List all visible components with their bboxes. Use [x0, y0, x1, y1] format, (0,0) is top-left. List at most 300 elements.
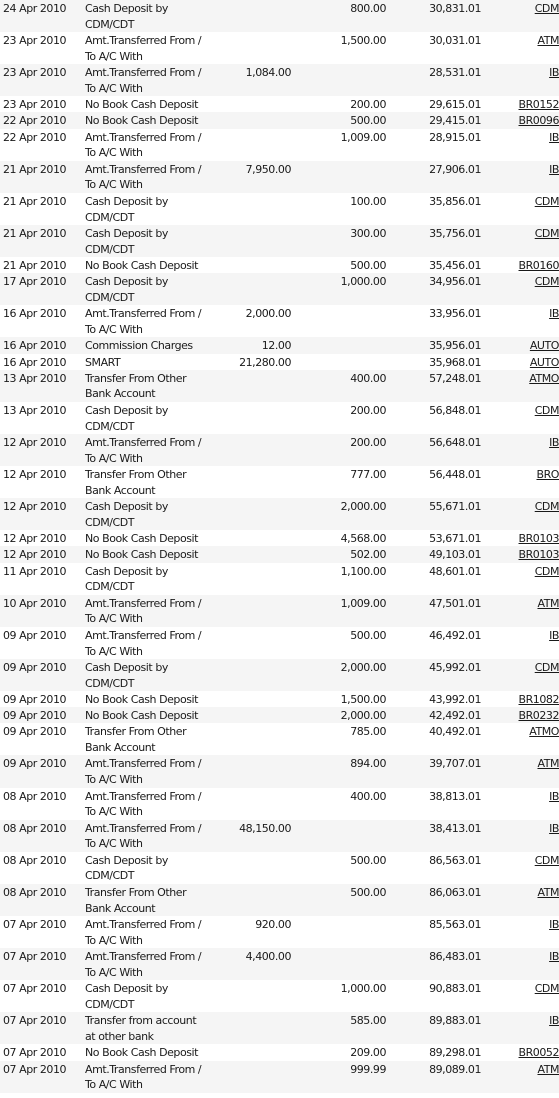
deposit-cell: 1,500.00	[340, 693, 386, 706]
balance-cell: 48,601.01	[429, 564, 481, 578]
description-line: Cash Deposit by	[85, 853, 168, 867]
description-cell	[85, 435, 203, 466]
description-cell	[85, 1, 203, 32]
description-line: CDM/CDT	[85, 515, 135, 529]
description-line: No Book Cash Deposit	[85, 1046, 198, 1060]
description-cell	[85, 130, 203, 161]
channel-link[interactable]: ATM	[537, 885, 559, 899]
description-line: To A/C With	[85, 323, 143, 337]
balance-cell: 27,906.01	[429, 162, 481, 176]
description-cell	[85, 1062, 203, 1093]
description-line: To A/C With	[85, 644, 143, 658]
channel-link[interactable]: CDM	[534, 564, 559, 578]
channel-link[interactable]: BR1082	[518, 693, 559, 706]
table-row	[0, 723, 559, 755]
date-cell: 09 Apr 2010	[3, 757, 67, 771]
channel-link[interactable]: IB	[549, 917, 559, 931]
date-cell: 16 Apr 2010	[3, 307, 67, 321]
description-line: Amt.Transferred From /	[85, 1062, 202, 1076]
deposit-cell: 200.00	[350, 435, 386, 449]
table-row	[0, 305, 559, 337]
date-cell: 10 Apr 2010	[3, 596, 67, 610]
date-cell: 12 Apr 2010	[3, 435, 67, 449]
description-cell	[85, 338, 203, 354]
deposit-cell: 2,000.00	[340, 660, 386, 674]
table-row	[0, 595, 559, 627]
description-line: CDM/CDT	[85, 17, 135, 31]
description-line: Amt.Transferred From /	[85, 162, 202, 176]
table-row	[0, 1044, 559, 1060]
description-line: Amt.Transferred From /	[85, 628, 202, 642]
date-cell: 07 Apr 2010	[3, 1046, 67, 1060]
date-cell: 21 Apr 2010	[3, 259, 67, 273]
description-line: Transfer From Other	[85, 725, 187, 739]
channel-link[interactable]: BR0160	[518, 259, 559, 273]
channel-link[interactable]: BR0052	[518, 1046, 559, 1060]
channel-link[interactable]: ATMO	[529, 371, 559, 385]
table-row	[0, 788, 559, 820]
date-cell: 21 Apr 2010	[3, 162, 67, 176]
balance-cell: 85,563.01	[429, 917, 481, 931]
channel-link[interactable]: IB	[549, 628, 559, 642]
description-line: Amt.Transferred From /	[85, 950, 202, 964]
table-row	[0, 273, 559, 305]
description-cell	[85, 885, 203, 916]
date-cell: 21 Apr 2010	[3, 226, 67, 240]
table-row	[0, 466, 559, 498]
table-row	[0, 691, 559, 707]
description-line: To A/C With	[85, 805, 143, 819]
description-line: To A/C With	[85, 1078, 143, 1092]
description-line: Cash Deposit by	[85, 500, 168, 514]
deposit-cell: 300.00	[350, 226, 386, 240]
deposit-cell: 585.00	[350, 1014, 386, 1028]
deposit-cell: 2,000.00	[340, 500, 386, 514]
table-row	[0, 563, 559, 595]
balance-cell: 35,456.01	[429, 259, 481, 273]
table-row	[0, 257, 559, 273]
description-line: To A/C With	[85, 49, 143, 63]
description-line: CDM/CDT	[85, 580, 135, 594]
description-cell	[85, 194, 203, 225]
description-line: No Book Cash Deposit	[85, 709, 198, 723]
channel-link[interactable]: IB	[549, 162, 559, 176]
description-line: Cash Deposit by	[85, 982, 168, 996]
deposit-cell: 500.00	[350, 114, 386, 128]
description-line: To A/C With	[85, 612, 143, 626]
table-row	[0, 434, 559, 466]
channel-link[interactable]: BR0103	[518, 532, 559, 546]
description-line: CDM/CDT	[85, 997, 135, 1011]
table-row	[0, 916, 559, 948]
date-cell: 17 Apr 2010	[3, 275, 67, 289]
description-line: at other bank	[85, 1029, 154, 1043]
description-cell	[85, 724, 203, 755]
withdrawal-cell: 4,400.00	[245, 950, 291, 964]
balance-cell: 56,648.01	[429, 435, 481, 449]
channel-link[interactable]: CDM	[534, 226, 559, 240]
table-row	[0, 707, 559, 723]
channel-link[interactable]: IB	[549, 950, 559, 964]
balance-cell: 39,707.01	[429, 757, 481, 771]
deposit-cell: 100.00	[350, 194, 386, 208]
description-line: Amt.Transferred From /	[85, 307, 202, 321]
deposit-cell: 999.99	[350, 1062, 386, 1076]
withdrawal-cell: 920.00	[255, 917, 291, 931]
channel-link[interactable]: IB	[549, 435, 559, 449]
description-cell	[85, 949, 203, 980]
withdrawal-cell: 48,150.00	[239, 821, 291, 835]
description-line: To A/C With	[85, 451, 143, 465]
description-line: To A/C With	[85, 837, 143, 851]
table-row	[0, 546, 559, 562]
balance-cell: 38,413.01	[429, 821, 481, 835]
date-cell: 09 Apr 2010	[3, 693, 67, 706]
balance-cell: 33,956.01	[429, 307, 481, 321]
channel-link[interactable]: IB	[549, 66, 559, 80]
channel-link[interactable]: AUTO	[529, 339, 559, 353]
balance-cell: 35,956.01	[429, 339, 481, 353]
description-cell	[85, 1045, 203, 1061]
date-cell: 07 Apr 2010	[3, 1014, 67, 1028]
channel-link[interactable]: BRO	[536, 468, 559, 482]
table-row	[0, 96, 559, 112]
table-row	[0, 852, 559, 884]
balance-cell: 46,492.01	[429, 628, 481, 642]
deposit-cell: 1,000.00	[340, 275, 386, 289]
channel-link[interactable]: CDM	[534, 194, 559, 208]
table-row	[0, 820, 559, 852]
description-line: CDM/CDT	[85, 210, 135, 224]
date-cell: 12 Apr 2010	[3, 532, 67, 546]
table-row	[0, 225, 559, 257]
description-line: Cash Deposit by	[85, 194, 168, 208]
description-line: To A/C With	[85, 146, 143, 160]
description-cell	[85, 756, 203, 787]
description-cell	[85, 853, 203, 884]
deposit-cell: 400.00	[350, 371, 386, 385]
deposit-cell: 777.00	[350, 468, 386, 482]
table-row	[0, 370, 559, 402]
description-cell	[85, 596, 203, 627]
description-cell	[85, 499, 203, 530]
deposit-cell: 1,000.00	[340, 982, 386, 996]
description-line: To A/C With	[85, 178, 143, 192]
channel-link[interactable]: ATM	[537, 1062, 559, 1076]
description-cell	[85, 226, 203, 257]
date-cell: 12 Apr 2010	[3, 500, 67, 514]
table-row	[0, 161, 559, 193]
description-cell	[85, 113, 203, 129]
deposit-cell: 400.00	[350, 789, 386, 803]
description-cell	[85, 692, 203, 708]
channel-link[interactable]: IB	[549, 789, 559, 803]
description-line: To A/C With	[85, 965, 143, 979]
date-cell: 16 Apr 2010	[3, 355, 67, 369]
balance-cell: 55,671.01	[429, 500, 481, 514]
date-cell: 11 Apr 2010	[3, 564, 67, 578]
balance-cell: 57,248.01	[429, 371, 481, 385]
withdrawal-cell: 1,084.00	[245, 66, 291, 80]
table-row	[0, 112, 559, 128]
table-row	[0, 627, 559, 659]
channel-link[interactable]: IB	[549, 130, 559, 144]
description-cell	[85, 821, 203, 852]
deposit-cell: 1,100.00	[340, 564, 386, 578]
table-row	[0, 980, 559, 1012]
table-row	[0, 32, 559, 64]
deposit-cell: 500.00	[350, 628, 386, 642]
channel-link[interactable]: AUTO	[529, 355, 559, 369]
balance-cell: 42,492.01	[429, 709, 481, 723]
table-row	[0, 64, 559, 96]
balance-cell: 90,883.01	[429, 982, 481, 996]
deposit-cell: 800.00	[350, 2, 386, 15]
date-cell: 09 Apr 2010	[3, 709, 67, 723]
date-cell: 08 Apr 2010	[3, 789, 67, 803]
description-cell	[85, 355, 203, 371]
description-cell	[85, 403, 203, 434]
balance-cell: 30,831.01	[429, 2, 481, 15]
table-row	[0, 0, 559, 32]
channel-link[interactable]: IB	[549, 1014, 559, 1028]
description-line: No Book Cash Deposit	[85, 693, 198, 706]
date-cell: 07 Apr 2010	[3, 1062, 67, 1076]
deposit-cell: 209.00	[350, 1046, 386, 1060]
description-line: Transfer from account	[85, 1014, 197, 1028]
description-cell	[85, 65, 203, 96]
deposit-cell: 500.00	[350, 885, 386, 899]
description-line: Amt.Transferred From /	[85, 66, 202, 80]
withdrawal-cell: 21,280.00	[239, 355, 291, 369]
description-line: Bank Account	[85, 901, 156, 915]
date-cell: 12 Apr 2010	[3, 468, 67, 482]
table-row	[0, 1061, 559, 1093]
channel-link[interactable]: CDM	[534, 660, 559, 674]
table-row	[0, 402, 559, 434]
table-row	[0, 354, 559, 370]
description-cell	[85, 162, 203, 193]
description-cell	[85, 564, 203, 595]
balance-cell: 29,415.01	[429, 114, 481, 128]
description-cell	[85, 708, 203, 724]
date-cell: 21 Apr 2010	[3, 194, 67, 208]
deposit-cell: 200.00	[350, 403, 386, 417]
balance-cell: 34,956.01	[429, 275, 481, 289]
date-cell: 07 Apr 2010	[3, 917, 67, 931]
channel-link[interactable]: CDM	[534, 275, 559, 289]
description-line: No Book Cash Deposit	[85, 98, 198, 112]
description-line: Amt.Transferred From /	[85, 789, 202, 803]
description-line: Amt.Transferred From /	[85, 34, 202, 48]
channel-link[interactable]: BR0096	[518, 114, 559, 128]
channel-link[interactable]: CDM	[534, 2, 559, 15]
description-line: Cash Deposit by	[85, 564, 168, 578]
deposit-cell: 4,568.00	[340, 532, 386, 546]
description-line: To A/C With	[85, 933, 143, 947]
description-line: CDM/CDT	[85, 869, 135, 883]
channel-link[interactable]: ATMO	[529, 725, 559, 739]
date-cell: 13 Apr 2010	[3, 371, 67, 385]
description-line: Cash Deposit by	[85, 403, 168, 417]
description-line: Amt.Transferred From /	[85, 917, 202, 931]
withdrawal-cell: 2,000.00	[245, 307, 291, 321]
table-row	[0, 659, 559, 691]
description-line: Bank Account	[85, 483, 156, 497]
table-row	[0, 948, 559, 980]
table-row	[0, 498, 559, 530]
channel-link[interactable]: CDM	[534, 853, 559, 867]
description-line: Bank Account	[85, 387, 156, 401]
description-line: Transfer From Other	[85, 885, 187, 899]
balance-cell: 29,615.01	[429, 98, 481, 112]
description-line: CDM/CDT	[85, 290, 135, 304]
description-cell	[85, 1013, 203, 1044]
description-cell	[85, 660, 203, 691]
date-cell: 13 Apr 2010	[3, 403, 67, 417]
table-row	[0, 530, 559, 546]
balance-cell: 28,531.01	[429, 66, 481, 80]
table-row	[0, 193, 559, 225]
date-cell: 09 Apr 2010	[3, 725, 67, 739]
balance-cell: 38,813.01	[429, 789, 481, 803]
date-cell: 08 Apr 2010	[3, 885, 67, 899]
description-line: CDM/CDT	[85, 242, 135, 256]
balance-cell: 56,448.01	[429, 468, 481, 482]
deposit-cell: 1,009.00	[340, 130, 386, 144]
channel-link[interactable]: ATM	[537, 757, 559, 771]
date-cell: 09 Apr 2010	[3, 660, 67, 674]
description-cell	[85, 274, 203, 305]
date-cell: 22 Apr 2010	[3, 114, 67, 128]
description-cell	[85, 258, 203, 274]
balance-cell: 89,298.01	[429, 1046, 481, 1060]
date-cell: 09 Apr 2010	[3, 628, 67, 642]
channel-link[interactable]: ATM	[537, 34, 559, 48]
description-line: To A/C With	[85, 773, 143, 787]
deposit-cell: 500.00	[350, 853, 386, 867]
date-cell: 24 Apr 2010	[3, 2, 67, 15]
date-cell: 23 Apr 2010	[3, 98, 67, 112]
description-line: No Book Cash Deposit	[85, 548, 198, 562]
date-cell: 08 Apr 2010	[3, 853, 67, 867]
description-cell	[85, 97, 203, 113]
balance-cell: 86,563.01	[429, 853, 481, 867]
balance-cell: 35,856.01	[429, 194, 481, 208]
balance-cell: 30,031.01	[429, 34, 481, 48]
balance-cell: 53,671.01	[429, 532, 481, 546]
description-line: Cash Deposit by	[85, 660, 168, 674]
description-line: CDM/CDT	[85, 676, 135, 690]
description-line: Cash Deposit by	[85, 226, 168, 240]
description-line: To A/C With	[85, 81, 143, 95]
date-cell: 12 Apr 2010	[3, 548, 67, 562]
description-cell	[85, 917, 203, 948]
description-line: Transfer From Other	[85, 371, 187, 385]
channel-link[interactable]: ATM	[537, 596, 559, 610]
channel-link[interactable]: CDM	[534, 982, 559, 996]
deposit-cell: 894.00	[350, 757, 386, 771]
balance-cell: 86,063.01	[429, 885, 481, 899]
balance-cell: 56,848.01	[429, 403, 481, 417]
balance-cell: 35,968.01	[429, 355, 481, 369]
date-cell: 08 Apr 2010	[3, 821, 67, 835]
balance-cell: 47,501.01	[429, 596, 481, 610]
deposit-cell: 785.00	[350, 725, 386, 739]
balance-cell: 89,883.01	[429, 1014, 481, 1028]
description-line: Amt.Transferred From /	[85, 757, 202, 771]
description-line: Cash Deposit by	[85, 275, 168, 289]
balance-cell: 35,756.01	[429, 226, 481, 240]
description-line: CDM/CDT	[85, 419, 135, 433]
date-cell: 16 Apr 2010	[3, 339, 67, 353]
table-row	[0, 129, 559, 161]
balance-cell: 49,103.01	[429, 548, 481, 562]
description-line: Amt.Transferred From /	[85, 130, 202, 144]
table-row	[0, 884, 559, 916]
description-cell	[85, 981, 203, 1012]
date-cell: 07 Apr 2010	[3, 982, 67, 996]
date-cell: 23 Apr 2010	[3, 34, 67, 48]
description-cell	[85, 531, 203, 547]
description-cell	[85, 628, 203, 659]
description-line: Transfer From Other	[85, 468, 187, 482]
channel-link[interactable]: BR0152	[518, 98, 559, 112]
deposit-cell: 500.00	[350, 259, 386, 273]
deposit-cell: 200.00	[350, 98, 386, 112]
description-cell	[85, 547, 203, 563]
channel-link[interactable]: BR0103	[518, 548, 559, 562]
date-cell: 23 Apr 2010	[3, 66, 67, 80]
withdrawal-cell: 7,950.00	[245, 162, 291, 176]
description-cell	[85, 789, 203, 820]
date-cell: 22 Apr 2010	[3, 130, 67, 144]
balance-cell: 28,915.01	[429, 130, 481, 144]
table-row	[0, 755, 559, 787]
balance-cell: 45,992.01	[429, 660, 481, 674]
table-row	[0, 337, 559, 353]
description-line: SMART	[85, 355, 121, 369]
balance-cell: 89,089.01	[429, 1062, 481, 1076]
description-line: No Book Cash Deposit	[85, 259, 198, 273]
channel-link[interactable]: CDM	[534, 403, 559, 417]
description-cell	[85, 33, 203, 64]
description-cell	[85, 306, 203, 337]
deposit-cell: 1,009.00	[340, 596, 386, 610]
channel-link[interactable]: CDM	[534, 500, 559, 514]
table-row	[0, 1012, 559, 1044]
balance-cell: 86,483.01	[429, 950, 481, 964]
description-line: Commission Charges	[85, 339, 193, 353]
description-cell	[85, 467, 203, 498]
description-line: Amt.Transferred From /	[85, 821, 202, 835]
channel-link[interactable]: IB	[549, 821, 559, 835]
channel-link[interactable]: BR0232	[518, 709, 559, 723]
description-line: Cash Deposit by	[85, 2, 168, 15]
description-line: Amt.Transferred From /	[85, 435, 202, 449]
channel-link[interactable]: IB	[549, 307, 559, 321]
deposit-cell: 502.00	[350, 548, 386, 562]
deposit-cell: 2,000.00	[340, 709, 386, 723]
date-cell: 07 Apr 2010	[3, 950, 67, 964]
balance-cell: 43,992.01	[429, 693, 481, 706]
description-cell	[85, 371, 203, 402]
description-line: Amt.Transferred From /	[85, 596, 202, 610]
description-line: Bank Account	[85, 741, 156, 755]
balance-cell: 40,492.01	[429, 725, 481, 739]
description-line: No Book Cash Deposit	[85, 532, 198, 546]
withdrawal-cell: 12.00	[261, 339, 291, 353]
